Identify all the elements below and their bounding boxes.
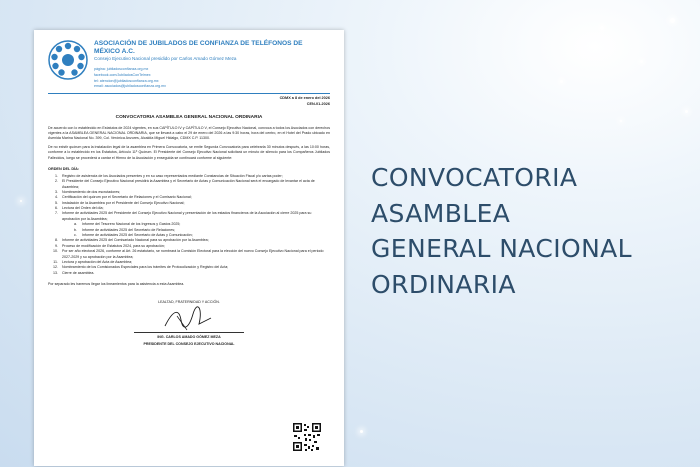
paragraph: De no existir quórum para la instalación legal de la asamblea en Primera Convocatoria, se emite Segunda Convocatoria para celebrarla 30 minutos después, a las 10:00 horas, conforme a lo establecido en los Estatutos, Artículo 11º Quórum. El Presidente del Consejo Ejecutivo Nacional solicitará un minuto de silencio para los Compañeros Jubilados Fallecidos, luego se procederá a cantar el Himno de la Asociación y enseguida se continuará conforme al siguiente: bbox=[48, 145, 330, 160]
agenda-item-number: 1. bbox=[55, 173, 58, 178]
agenda-item-number: 9. bbox=[55, 243, 58, 248]
headline-line: CONVOCATORIA bbox=[371, 163, 578, 192]
organization-name: ASOCIACIÓN DE JUBILADOS DE CONFIANZA DE TELÉFONOS DE MÉXICO A.C. bbox=[94, 40, 303, 55]
agenda-subitem-text: Informe de actividades 2025 del Secretario de Relaciones; bbox=[82, 227, 176, 232]
agenda-item-text: Proceso de modificación de Estatutos 2024, para su aprobación; bbox=[62, 243, 165, 248]
agenda-title: ORDEN DEL DÍA: bbox=[48, 166, 80, 171]
agenda-item-number: 4. bbox=[55, 195, 58, 200]
agenda-item bbox=[48, 249, 330, 260]
agenda-item-number: 7. bbox=[55, 211, 58, 216]
letterhead bbox=[48, 40, 330, 90]
agenda-item-text: Registro de asistencia de los Asociados presentes y en su caso representados mediante Constancias de Situación Fiscal y/o cartas poder; bbox=[62, 173, 283, 178]
agenda-item-text: Por ser año electoral 2026, conforme al Art. 26 estatutario, se nombrará la Comisión Electoral para la elección del nuevo Consejo Ejecutivo Nacional para el periodo 2027-2029 y su aprobación por la Asamblea; bbox=[62, 249, 324, 259]
sparkle bbox=[620, 120, 622, 122]
agenda-item-number: 13. bbox=[53, 270, 58, 275]
agenda-subitem-text: Informe de actividades 2025 del Secretario de Actas y Comunicación; bbox=[82, 233, 193, 238]
headline-line: GENERAL NACIONAL bbox=[371, 234, 633, 263]
agenda-item-number: 5. bbox=[55, 200, 58, 205]
qr-code-icon bbox=[292, 422, 322, 452]
signer-name: ING. CARLOS AMADO GÓMEZ MEZA bbox=[157, 334, 221, 339]
closing-note: Por separado les haremos llegar los lineamientos para la asistencia a esta Asamblea. bbox=[48, 282, 185, 287]
convocatoria-document bbox=[34, 30, 344, 466]
sparkle bbox=[600, 26, 604, 30]
agenda-item-number: 3. bbox=[55, 189, 58, 194]
agenda-item-text: Instalación de la Asamblea por el Presidente del Consejo Ejecutivo Nacional; bbox=[62, 200, 185, 205]
paragraph: De acuerdo con lo establecido en Estatutos de 2024 vigentes, en sus CAPÍTULO IV y CAPÍTULO V, el Consejo Ejecutivo Nacional, convoca a todos los Asociados con derechos vigentes a la ASAMBLEA GENERAL NACIONAL ORDINARIA, que se llevará a cabo el 29 de enero del 2026 a las 9:30 horas, hora del centro, en el Hotel del Prado ubicado en Avenida Marina Nacional No. 399, Col. Verónica Anzures, Alcaldía Miguel Hidalgo, CDMX C.P. 11300. bbox=[48, 125, 330, 140]
contact-facebook: facebook.com/JubiladosConTelmex bbox=[94, 72, 151, 77]
date-line: CDMX a 8 de enero del 2026 bbox=[279, 96, 330, 101]
contact-website: página: jubiladosconfianza.org.mx bbox=[94, 67, 149, 72]
signature-line bbox=[134, 332, 244, 333]
sparkle bbox=[560, 80, 563, 83]
sparkle bbox=[670, 18, 675, 23]
headline-line: ORDINARIA bbox=[371, 269, 516, 299]
reference-code: CEN-01-2026 bbox=[306, 101, 330, 106]
agenda-item-text: El Presidente del Consejo Ejecutivo Nacional presidirá la Asamblea y el Secretario de Actas y Comunicación Nacional será el encargado de levantar el acta de Asamblea; bbox=[62, 179, 315, 189]
agenda-item bbox=[48, 211, 330, 222]
agenda-item-number: 12. bbox=[53, 265, 58, 270]
agenda-item-text: Lectura del Orden del día; bbox=[62, 206, 104, 211]
agenda-item-number: 6. bbox=[55, 206, 58, 211]
headline bbox=[371, 160, 691, 302]
agenda-item-text: Nombramiento de dos escrutadores; bbox=[62, 189, 121, 194]
sparkle bbox=[640, 60, 643, 63]
sparkle bbox=[20, 200, 22, 202]
agenda-subitem-letter: b. bbox=[74, 227, 77, 232]
signer-role: PRESIDENTE DEL CONSEJO EJECUTIVO NACIONAL bbox=[143, 341, 235, 346]
contact-list bbox=[94, 67, 330, 90]
signature-icon bbox=[159, 306, 219, 332]
agenda-item-number: 8. bbox=[55, 238, 58, 243]
agenda-item-text: Nombramiento de los Comisionados Especiales para los trámites de Protocolización y Registro del Acta; bbox=[62, 265, 229, 270]
telephone-dial-logo-icon bbox=[48, 40, 88, 80]
agenda-subitem-letter: a. bbox=[74, 222, 77, 227]
organization-block bbox=[94, 40, 330, 90]
agenda-subitem-text: Informe del Tesorero Nacional de los Ingresos y Gastos 2025; bbox=[82, 222, 181, 227]
agenda-item-text: Informe de actividades 2025 del Comisariado Nacional para su aprobación por la Asamblea; bbox=[62, 238, 209, 243]
organization-subtitle: Consejo Ejecutivo Nacional presidido por Carlos Amado Gómez Meza bbox=[94, 56, 237, 62]
header-divider bbox=[48, 93, 330, 94]
headline-line: ASAMBLEA bbox=[371, 198, 511, 228]
agenda-item-text: Informe de actividades 2025 del Presidente del Consejo Ejecutivo Nacional y presentación de los estados financieros de la Asociación al cierre 2025 para su aprobación por la Asamblea; bbox=[62, 211, 312, 221]
sparkle bbox=[685, 110, 688, 113]
agenda-item bbox=[48, 179, 330, 190]
sparkle bbox=[360, 430, 363, 433]
contact-email: email: asociados@jubiladosconfianza.org.mx bbox=[94, 84, 166, 89]
agenda-item-text: Lectura y aprobación del Acta de Asamblea; bbox=[62, 260, 133, 264]
document-title: CONVOCATORIA ASAMBLEA GENERAL NACIONAL ORDINARIA bbox=[115, 114, 263, 120]
agenda-item-text: Certificación del quórum por el Secretario de Relaciones y el Comisario Nacional; bbox=[62, 195, 192, 200]
agenda-subitem-letter: c. bbox=[74, 233, 77, 238]
motto: LEALTAD, FRATERNIDAD Y ACCIÓN. bbox=[158, 300, 220, 305]
contact-phone: tel: atencion@jubiladosconfianza.org.mx bbox=[94, 78, 159, 83]
agenda-item-text: Cierre de asamblea. bbox=[62, 270, 95, 275]
agenda-item-number: 11. bbox=[53, 260, 58, 264]
agenda-item-number: 2. bbox=[55, 179, 58, 184]
agenda-item-number: 10. bbox=[53, 249, 58, 254]
agenda-item bbox=[48, 271, 330, 276]
